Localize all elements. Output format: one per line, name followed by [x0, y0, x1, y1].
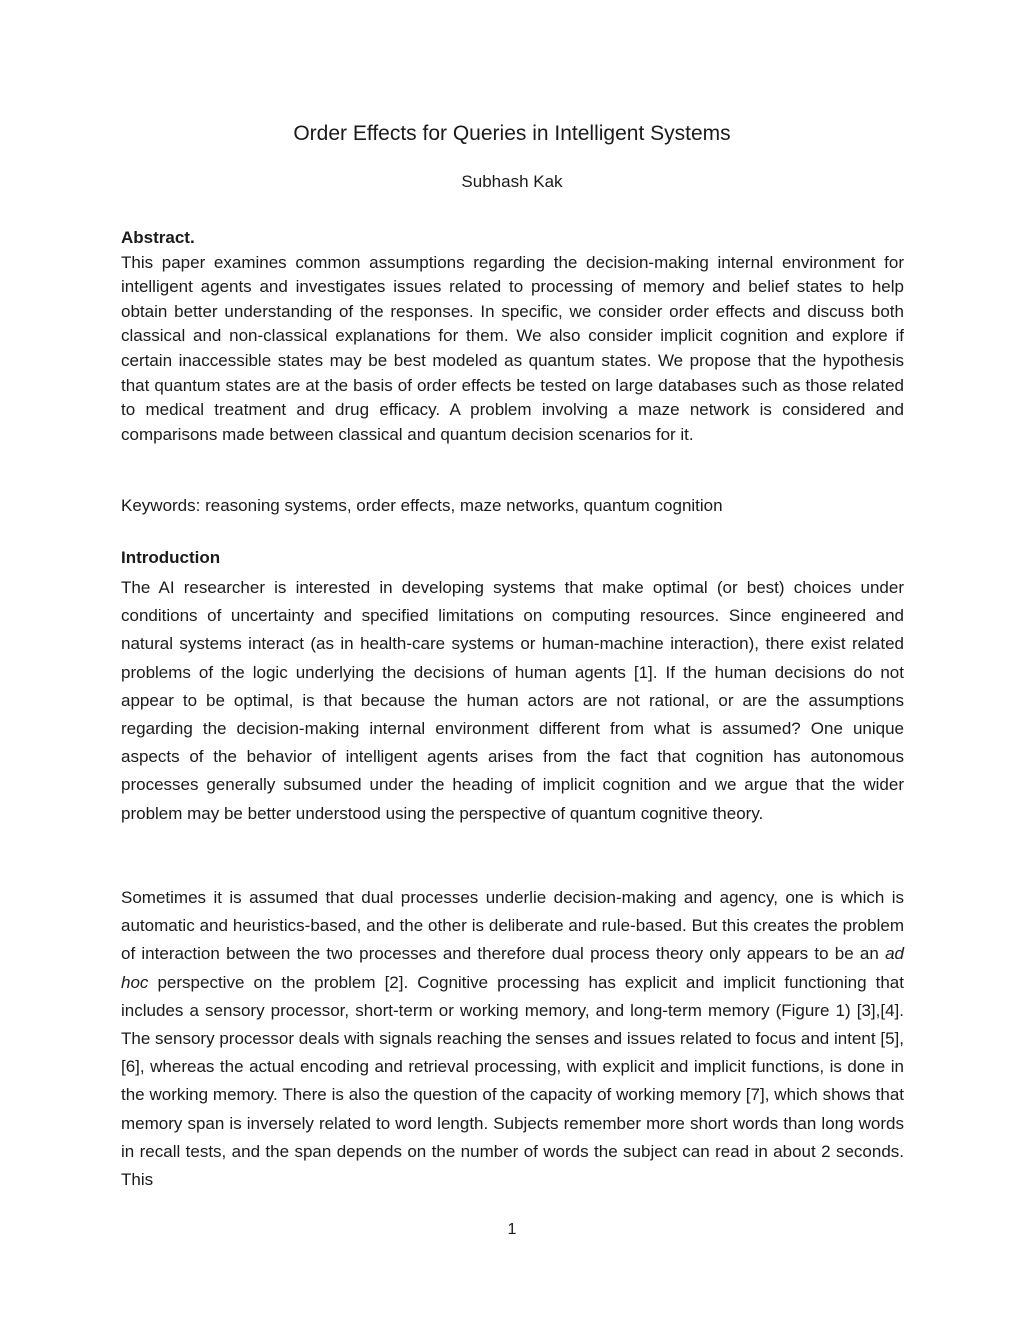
paragraph-2-text-end: perspective on the problem [2]. Cognitive processing has explicit and implicit functioning that includes a sensory processor, short-term or working memory, and long-term memory (Figure 1) [3],[4]. The sensory processor deals with signals reaching the senses and issues related to focus and intent [5],[6], whereas the actual encoding and retrieval processing, with explicit and implicit functions, is done in the working memory. There is also the question of the capacity of working memory [7], which shows that memory span is inversely related to word length. Subjects remember more short words than long words in recall tests, and the span depends on the number of words the subject can read in about 2 seconds. This — [121, 972, 904, 1190]
page-number: 1 — [507, 1221, 517, 1238]
abstract-section — [121, 226, 904, 447]
abstract-heading: Abstract. — [121, 228, 195, 247]
paper-author: Subhash Kak — [461, 172, 563, 191]
paragraph-2-italic-phrase: ad hoc — [121, 944, 904, 992]
introduction-paragraph-2 — [121, 884, 904, 1194]
paper-title: Order Effects for Queries in Intelligent Systems — [293, 122, 731, 145]
abstract-text: This paper examines common assumptions regarding the decision-making internal environment for intelligent agents and investigates issues related to processing of memory and belief states to help obtain better understanding of the responses. In specific, we consider order effects and discuss both classical and non-classical explanations for them. We also consider implicit cognition and explore if certain inaccessible states may be best modeled as quantum states. We propose that the hypothesis that quantum states are at the basis of order effects be tested on large databases such as those related to medical treatment and drug efficacy. A problem involving a maze network is considered and comparisons made between classical and quantum decision scenarios for it. — [121, 252, 904, 444]
introduction-heading: Introduction — [121, 548, 221, 567]
introduction-paragraph-1: The AI researcher is interested in developing systems that make optimal (or best) choices under conditions of uncertainty and specified limitations on computing resources. Since engineered and natural systems interact (as in health-care systems or human-machine interaction), there exist related problems of the logic underlying the decisions of human agents [1]. If the human decisions do not appear to be optimal, is that because the human actors are not rational, or are the assumptions regarding the decision-making internal environment different from what is assumed? One unique aspects of the behavior of intelligent agents arises from the fact that cognition has autonomous processes generally subsumed under the heading of implicit cognition and we argue that the wider problem may be better understood using the perspective of quantum cognitive theory. — [121, 578, 904, 823]
paragraph-2-text-start: Sometimes it is assumed that dual processes underlie decision-making and agency, one is which is automatic and heuristics-based, and the other is deliberate and rule-based. But this creates the problem of interaction between the two processes and therefore dual process theory only appears to be an — [121, 888, 904, 964]
keywords-line: Keywords: reasoning systems, order effects, maze networks, quantum cognition — [121, 496, 723, 515]
